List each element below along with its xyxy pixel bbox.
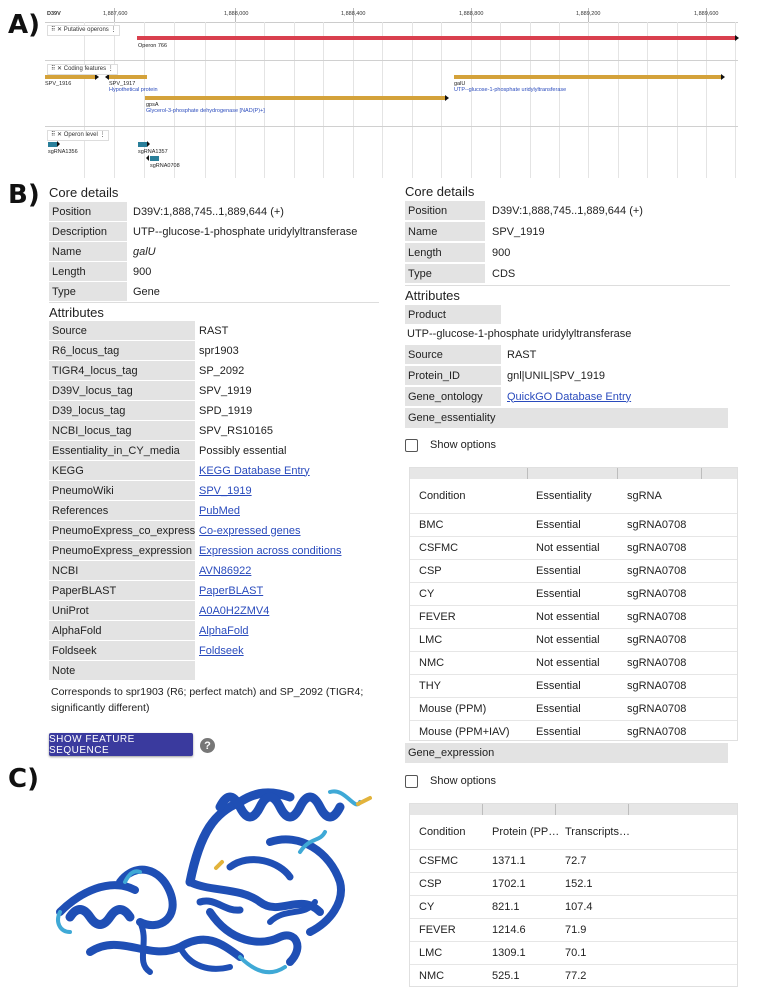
attr-key: PneumoWiki [49, 481, 195, 500]
row-divider [410, 697, 737, 698]
essentiality-cell: sgRNA0708 [627, 588, 687, 600]
expression-cell: NMC [419, 970, 445, 982]
row-divider [410, 872, 737, 873]
attr-key: D39V_locus_tag [49, 381, 195, 400]
expression-cell: 71.9 [565, 924, 587, 936]
attr-value: SPD_1919 [199, 404, 253, 417]
ruler-label: 1,889,600 [694, 11, 719, 17]
attr-key: KEGG [49, 461, 195, 480]
essentiality-cell: sgRNA0708 [627, 634, 687, 646]
row-divider [410, 651, 737, 652]
show-feature-sequence-button[interactable]: SHOW FEATURE SEQUENCE [49, 733, 193, 756]
panel-label-c: C) [8, 764, 39, 794]
core-value: CDS [492, 267, 516, 280]
attr-key: R6_locus_tag [49, 341, 195, 360]
essentiality-cell: BMC [419, 519, 444, 531]
core-value: 900 [492, 246, 511, 259]
column-header[interactable]: Condition [419, 490, 466, 502]
expression-link[interactable]: Expression across conditions [199, 544, 342, 557]
expression-cell: 821.1 [492, 901, 520, 913]
coordinate-ruler[interactable] [45, 8, 738, 23]
attr-key: Note [49, 661, 195, 680]
expression-cell: 77.2 [565, 970, 587, 982]
expression-cell: 1702.1 [492, 878, 526, 890]
attr-key: Essentiality_in_CY_media [49, 441, 195, 460]
core-key: Type [405, 264, 485, 283]
gene-desc: Glycerol-3-phosphate dehydrogenase [NAD(P)+] [146, 108, 265, 114]
essentiality-cell: sgRNA0708 [627, 657, 687, 669]
row-divider [410, 849, 737, 850]
attr-value: gnl|UNIL|SPV_1919 [507, 369, 606, 382]
core-key: Name [405, 222, 485, 241]
core-key: Position [405, 201, 485, 220]
product-key: Product [405, 305, 501, 324]
row-divider [410, 720, 737, 721]
sgrna-feature[interactable] [138, 142, 147, 147]
essentiality-cell: CY [419, 588, 435, 600]
expression-cell: LMC [419, 947, 443, 959]
gene-feature-gpsa[interactable] [145, 96, 445, 100]
gene-label: SPV_1916 [45, 81, 72, 87]
row-divider [410, 582, 737, 583]
track-header-putative-operons[interactable]: ⠿ ✕ Putative operons ⋮ [47, 25, 120, 36]
gene-essentiality-bar: Gene_essentiality [405, 408, 728, 428]
row-divider [410, 513, 737, 514]
core-key: Position [49, 202, 127, 221]
sgrna-label: sgRNA1357 [138, 149, 168, 155]
sgrna-feature[interactable] [48, 142, 57, 147]
row-divider [410, 605, 737, 606]
core-value: Gene [133, 285, 160, 298]
note-line: significantly different) [51, 702, 150, 714]
operon-label: Operon 766 [138, 43, 168, 49]
attr-key: AlphaFold [49, 621, 195, 640]
row-divider [410, 559, 737, 560]
essentiality-cell: sgRNA0708 [627, 680, 687, 692]
attr-value: SP_2092 [199, 364, 245, 377]
gene-label: SPV_1917 [109, 81, 136, 87]
attr-key: Protein_ID [405, 366, 501, 385]
expression-cell: 1309.1 [492, 947, 526, 959]
note-line: Corresponds to spr1903 (R6; perfect match) and SP_2092 (TIGR4; [51, 686, 364, 698]
essentiality-cell: Essential [536, 588, 581, 600]
row-divider [410, 941, 737, 942]
ncbi-link[interactable]: AVN86922 [199, 564, 252, 577]
operon-feature[interactable] [137, 36, 735, 40]
panel-label-b: B) [8, 180, 40, 210]
row-divider [410, 628, 737, 629]
essentiality-cell: Essential [536, 726, 581, 738]
expression-cell: CSFMC [419, 855, 459, 867]
pubmed-link[interactable]: PubMed [199, 504, 240, 517]
pneumowiki-link[interactable]: SPV_1919 [199, 484, 252, 497]
core-value: UTP--glucose-1-phosphate uridylyltransferase [133, 225, 358, 238]
uniprot-link[interactable]: A0A0H2ZMV4 [199, 604, 270, 617]
essentiality-cell: CSP [419, 565, 442, 577]
essentiality-cell: sgRNA0708 [627, 542, 687, 554]
ruler-label: 1,887,600 [103, 11, 128, 17]
core-key: Length [49, 262, 127, 281]
essentiality-cell: CSFMC [419, 542, 459, 554]
essentiality-cell: Mouse (PPM+IAV) [419, 726, 510, 738]
attr-value: SPV_1919 [199, 384, 252, 397]
core-key: Length [405, 243, 485, 262]
core-value: D39V:1,888,745..1,889,644 (+) [492, 204, 643, 217]
core-details-heading-right: Core details [405, 184, 475, 199]
paperblast-link[interactable]: PaperBLAST [199, 584, 264, 597]
product-value: UTP--glucose-1-phosphate uridylyltransferase [407, 328, 632, 340]
attr-key: D39_locus_tag [49, 401, 195, 420]
attr-value: RAST [507, 348, 537, 361]
essentiality-cell: FEVER [419, 611, 456, 623]
core-value: D39V:1,888,745..1,889,644 (+) [133, 205, 284, 218]
core-value: 900 [133, 265, 152, 278]
expression-cell: 525.1 [492, 970, 520, 982]
core-key: Description [49, 222, 127, 241]
essentiality-cell: sgRNA0708 [627, 703, 687, 715]
ruler-label: 1,889,200 [576, 11, 601, 17]
attr-value: spr1903 [199, 344, 239, 357]
attr-key: TIGR4_locus_tag [49, 361, 195, 380]
essentiality-cell: Not essential [536, 634, 600, 646]
column-header[interactable]: Protein (PP… [492, 826, 560, 838]
column-header[interactable]: sgRNA [627, 490, 662, 502]
alphafold-link[interactable]: AlphaFold [199, 624, 249, 637]
gene-expression-bar: Gene_expression [405, 743, 728, 763]
essentiality-cell: Not essential [536, 611, 600, 623]
essentiality-cell: Mouse (PPM) [419, 703, 487, 715]
essentiality-cell: Essential [536, 565, 581, 577]
core-key: Type [49, 282, 127, 301]
essentiality-cell: Not essential [536, 542, 600, 554]
gene-feature-spv1917[interactable] [109, 75, 147, 79]
core-value: galU [133, 245, 156, 258]
track-header-coding-features[interactable]: ⠿ ✕ Coding features ⋮ [47, 64, 118, 75]
expression-cell: 1371.1 [492, 855, 526, 867]
core-value: SPV_1919 [492, 225, 545, 238]
attr-key: UniProt [49, 601, 195, 620]
quickgo-link[interactable]: QuickGO Database Entry [507, 390, 632, 403]
attr-key: NCBI [49, 561, 195, 580]
sgrna-label: sgRNA1356 [48, 149, 78, 155]
essentiality-cell: THY [419, 680, 441, 692]
gene-desc: UTP--glucose-1-phosphate uridylyltransferase [454, 87, 567, 93]
gene-feature-galu[interactable] [454, 75, 721, 79]
expression-cell: 1214.6 [492, 924, 526, 936]
attr-key: Gene_ontology [405, 387, 501, 406]
essentiality-cell: sgRNA0708 [627, 726, 687, 738]
attr-key: PaperBLAST [49, 581, 195, 600]
essentiality-cell: Not essential [536, 657, 600, 669]
attr-key: PneumoExpress_expression [49, 541, 195, 560]
gene-feature-spv1916[interactable] [45, 75, 95, 79]
expression-cell: FEVER [419, 924, 456, 936]
protein-structure-image[interactable] [40, 772, 380, 987]
expression-cell: 107.4 [565, 901, 593, 913]
attr-value: SPV_RS10165 [199, 424, 273, 437]
ruler-label: 1,888,800 [459, 11, 484, 17]
attr-key: Source [49, 321, 195, 340]
row-divider [410, 895, 737, 896]
show-options-checkbox[interactable] [405, 439, 418, 452]
expression-cell: CY [419, 901, 435, 913]
kegg-link[interactable]: KEGG Database Entry [199, 464, 310, 477]
expression-grid [409, 803, 738, 987]
track-header-operon-level[interactable]: ⠿ ✕ Operon level ⋮ [47, 130, 109, 141]
essentiality-cell: NMC [419, 657, 445, 669]
gene-label: galU [454, 81, 466, 87]
row-divider [410, 964, 737, 965]
gene-label: gpsA [146, 102, 159, 108]
gene-desc: Hypothetical protein [109, 87, 158, 93]
helix [220, 797, 340, 817]
core-key: Name [49, 242, 127, 261]
chromosome-label: D39V [47, 11, 61, 17]
essentiality-cell: sgRNA0708 [627, 565, 687, 577]
attr-value: Possibly essential [199, 444, 287, 457]
attr-value: RAST [199, 324, 229, 337]
coexpressed-link[interactable]: Co-expressed genes [199, 524, 301, 537]
attributes-heading: Attributes [49, 305, 104, 320]
attr-key: NCBI_locus_tag [49, 421, 195, 440]
show-options-checkbox-2[interactable] [405, 775, 418, 788]
essentiality-cell: sgRNA0708 [627, 611, 687, 623]
row-divider [410, 674, 737, 675]
column-header[interactable]: Condition [419, 826, 466, 838]
essentiality-cell: Essential [536, 519, 581, 531]
essentiality-cell: LMC [419, 634, 443, 646]
show-options-label-2: Show options [430, 775, 497, 787]
attr-key: References [49, 501, 195, 520]
row-divider [410, 918, 737, 919]
genome-track-viewer[interactable] [45, 8, 738, 178]
column-header[interactable]: Essentiality [536, 490, 592, 502]
column-header[interactable]: Transcripts… [565, 826, 630, 838]
row-divider [410, 536, 737, 537]
essentiality-cell: Essential [536, 680, 581, 692]
sgrna-label: sgRNA0708 [150, 163, 180, 169]
essentiality-cell: sgRNA0708 [627, 519, 687, 531]
attr-key: Source [405, 345, 501, 364]
expression-cell: CSP [419, 878, 442, 890]
sgrna-feature[interactable] [150, 156, 159, 161]
expression-cell: 152.1 [565, 878, 593, 890]
attr-key: PneumoExpress_co_express [49, 521, 195, 540]
panel-label-a: A) [8, 10, 41, 40]
help-icon[interactable]: ? [200, 738, 215, 753]
ruler-label: 1,888,400 [341, 11, 366, 17]
attr-key: Foldseek [49, 641, 195, 660]
essentiality-grid [409, 467, 738, 741]
expression-cell: 72.7 [565, 855, 587, 867]
foldseek-link[interactable]: Foldseek [199, 644, 244, 657]
attributes-heading-right: Attributes [405, 288, 460, 303]
ruler-label: 1,888,000 [224, 11, 249, 17]
essentiality-cell: Essential [536, 703, 581, 715]
expression-cell: 70.1 [565, 947, 587, 959]
core-details-heading: Core details [49, 185, 119, 200]
show-options-label: Show options [430, 439, 497, 451]
